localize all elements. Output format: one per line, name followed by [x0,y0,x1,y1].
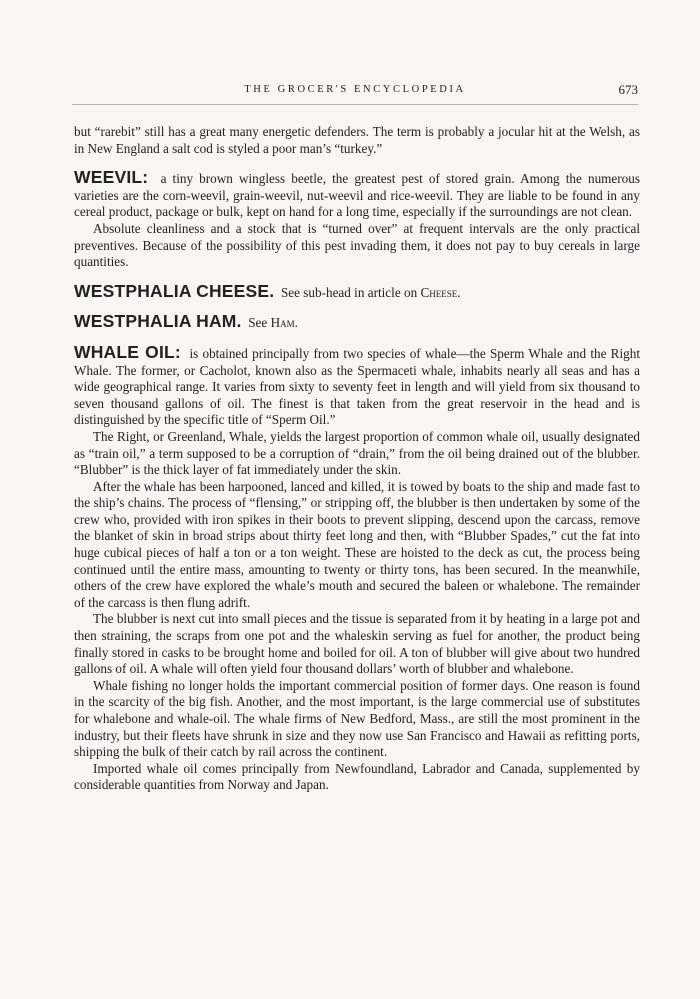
entry-whale-oil [74,341,640,794]
cross-reference-cheese: Cheese. [420,284,461,300]
continued-paragraph: but “rarebit” still has a great many energetic defenders. The term is probably a jocular hit at the Welsh, as in New England a salt cod is styled a poor man’s “turkey.” [74,124,640,156]
page-number: 673 [618,82,638,97]
page-header [72,84,638,105]
entry-whale-oil-paragraph [74,341,640,429]
entry-weevil-text: a tiny brown wingless beetle, the greatest pest of stored grain. Among the numerous varieties are the corn-weevil, grain-weevil, nut-weevil and rice-weevil. They are liable to be found in any cereal product, package or bulk, kept on hand for a long time, especially if the surroundings are not clean. [74,171,640,220]
entry-whale-oil-paragraph-5: Whale fishing no longer holds the important commercial position of former days. One reason is found in the scarcity of the big fish. Another, and the most important, is the large commercial use of substitutes for whalebone and whale-oil. The whale firms of New Bedford, Mass., are still the most prominent in the industry, but their fleets have shrunk in size and they now use San Francisco and Hawaii as refitting ports, shipping the bulk of their catch by rail across the continent. [74,677,640,760]
page-body [74,124,640,794]
entry-westphalia-ham-paragraph [74,313,640,332]
entry-whale-oil-paragraph-6: Imported whale oil comes principally from Newfoundland, Labrador and Canada, supplemented by considerable quantities from Norway and Japan. [74,760,640,793]
entry-westphalia-cheese [74,280,640,302]
entry-whale-oil-paragraph-4: The blubber is next cut into small pieces and the tissue is separated from it by heating in a large pot and then straining, the scraps from one pot and the whaleskin serving as fuel for another, the product being finally stored in casks to be brought home and boiled for oil. A ton of blubber will give about two hundred gallons of oil. A whale will often yield four thousand dollars’ worth of blubber and whalebone. [74,611,640,677]
entry-weevil-paragraph [74,169,640,221]
entry-whale-oil-paragraph-2: The Right, or Greenland, Whale, yields the largest proportion of common whale oil, usually designated as “train oil,” a term supposed to be a corruption of “drain,” from the oil being drained out of the blubber. “Blubber” is the thick layer of fat immediately under the skin. [74,428,640,478]
entry-whale-oil-text: is obtained principally from two species of whale—the Sperm Whale and the Right Whale. The former, or Cacholot, known also as the Spermaceti whale, inhabits nearly all seas and has a wide geographical range. It varies from sixty to seventy feet in length and will yield from six thousand to seven thousand gallons of oil. The finest is that taken from the great reservoir in the head and is distinguished by the specific title of “Sperm Oil.” [74,345,640,428]
entry-whale-oil-paragraph-3: After the whale has been harpooned, lanced and killed, it is towed by boats to the ship and made fast to the ship’s chains. The process of “flensing,” or stripping off, the blubber is then undertaken by some of the crew who, provided with iron spikes in their boots to prevent slipping, descend upon the carcass, remove the blanket of skin in broad strips about thirty feet long and then, with “Blubber Spades,” cut the fat into huge cubical pieces of half a ton or a ton weight. These are hoisted to the deck as cut, the process being continued until the entire mass, amounting to twenty or thirty tons, has been secured. In the meanwhile, others of the crew have explored the whale’s mouth and secured the baleen or whalebone. The remainder of the carcass is then flung adrift. [74,478,640,610]
entry-westphalia-ham [74,313,640,332]
running-title: THE GROCER'S ENCYCLOPEDIA [244,84,466,95]
entry-heading-whale-oil: WHALE OIL: [74,341,181,362]
entry-heading-westphalia-ham: WESTPHALIA HAM. [74,311,242,332]
entry-westphalia-cheese-paragraph [74,280,640,302]
entry-westphalia-ham-text: See [248,315,271,331]
entry-westphalia-cheese-text: See sub-head in article on [280,284,421,300]
entry-weevil-paragraph-2: Absolute cleanliness and a stock that is “turned over” at frequent intervals are the only practical preventives. Because of the possibility of this pest invading them, it does not pay to buy cereals in large quantities. [74,220,640,270]
entry-heading-westphalia-cheese: WESTPHALIA CHEESE. [74,280,275,301]
entry-heading-weevil: WEEVIL: [74,167,149,188]
entry-weevil [74,169,640,271]
cross-reference-ham: Ham. [270,315,298,331]
